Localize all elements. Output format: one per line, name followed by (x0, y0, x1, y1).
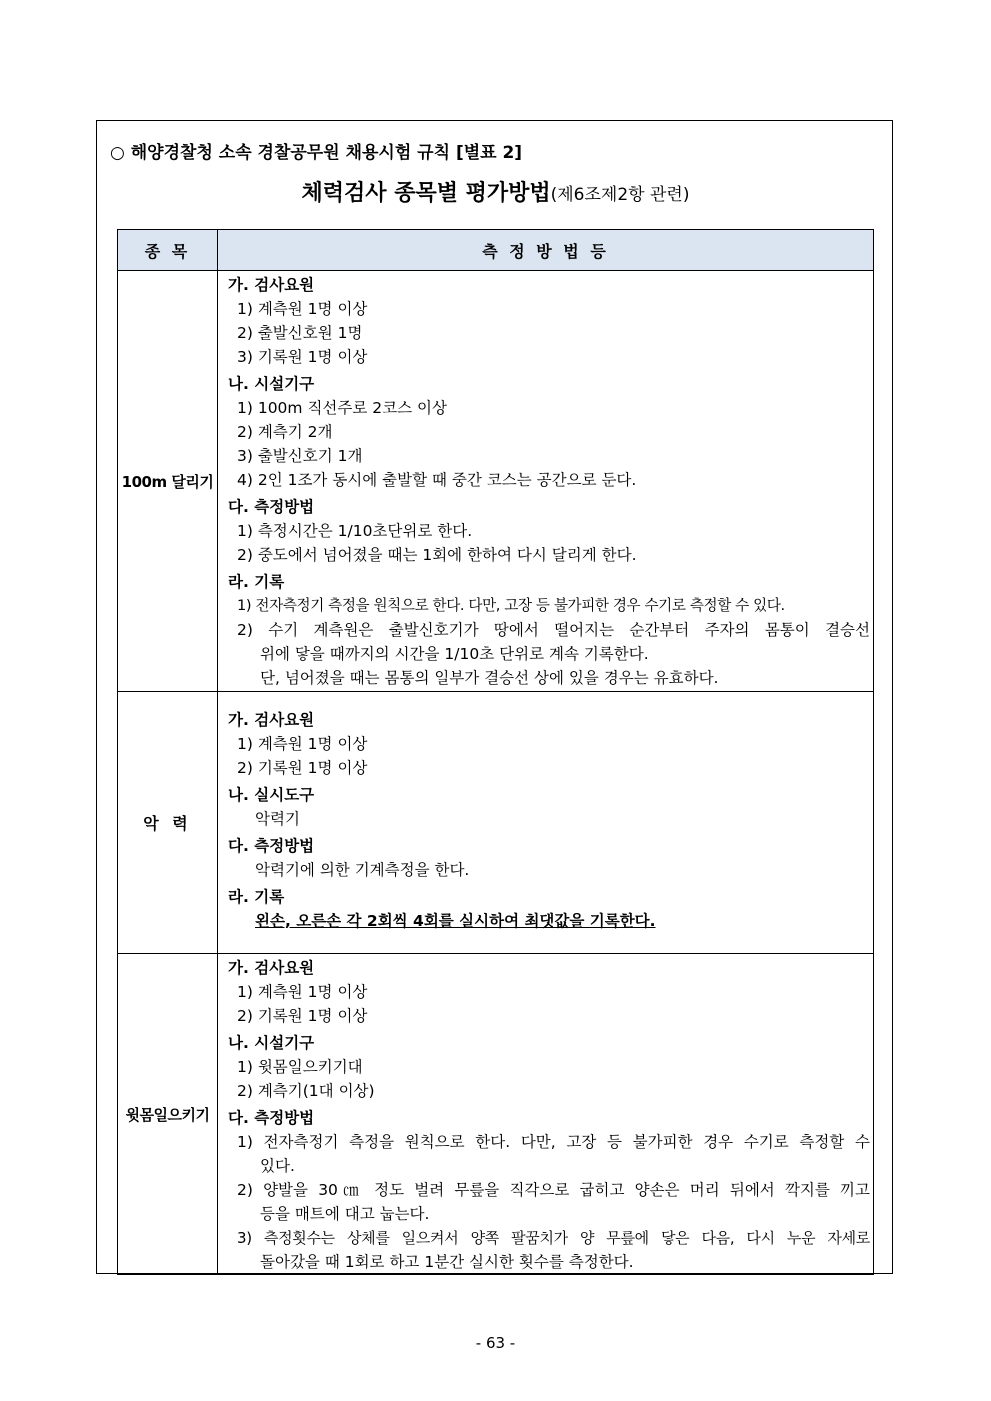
section-title: 라. 기록 (228, 888, 285, 906)
evaluation-table (117, 229, 874, 1275)
list-item: 3) 기록원 1명 이상 (237, 348, 368, 366)
list-item-continuation: 위에 닿을 때까지의 시간을 1/10초 단위로 계속 기록한다. (260, 645, 649, 663)
method-cell (218, 692, 874, 954)
list-item: 1) 계측원 1명 이상 (237, 983, 368, 1001)
list-item: 2) 양발을 30㎝ 정도 벌려 무릎을 직각으로 굽히고 양손은 머리 뒤에서 깍지를 끼고 (237, 1181, 870, 1199)
list-item: 2) 기록원 1명 이상 (237, 759, 368, 777)
list-item: 2) 중도에서 넘어졌을 때는 1회에 한하여 다시 달리게 한다. (237, 546, 637, 564)
list-item: 1) 윗몸일으키기대 (237, 1058, 363, 1076)
section-title: 라. 기록 (228, 573, 285, 591)
section-title: 다. 측정방법 (228, 498, 315, 516)
section-title: 나. 실시도구 (228, 786, 315, 804)
item-cell: 악 력 (118, 692, 218, 954)
list-item-continuation: 돌아갔을 때 1회로 하고 1분간 실시한 횟수를 측정한다. (260, 1253, 634, 1271)
section-title: 가. 검사요원 (228, 276, 315, 294)
list-item: 2) 수기 계측원은 출발신호기가 땅에서 떨어지는 순간부터 주자의 몸통이 결승선 (237, 621, 870, 639)
list-item: 1) 계측원 1명 이상 (237, 735, 368, 753)
record-rule: 왼손, 오른손 각 2회씩 4회를 실시하여 최댓값을 기록한다. (255, 912, 656, 930)
method-cell (218, 954, 874, 1275)
list-item: 1) 전자측정기 측정을 원칙으로 한다. 다만, 고장 등 불가피한 경우 수기로 측정할 수 있다. (237, 597, 785, 614)
column-header-method: 측 정 방 법 등 (218, 230, 874, 271)
table-row (118, 692, 874, 954)
section-title: 다. 측정방법 (228, 1109, 315, 1127)
list-item: 악력기 (255, 810, 300, 828)
list-item: 3) 출발신호기 1개 (237, 447, 363, 465)
list-item: 4) 2인 1조가 동시에 출발할 때 중간 코스는 공간으로 둔다. (237, 471, 637, 489)
table-header-row (118, 230, 874, 271)
section-title: 나. 시설기구 (228, 1034, 315, 1052)
list-item: 1) 100m 직선주로 2코스 이상 (237, 399, 447, 417)
section-title: 나. 시설기구 (228, 375, 315, 393)
method-cell (218, 271, 874, 692)
item-cell: 윗몸일으키기 (118, 954, 218, 1275)
list-item: 1) 전자측정기 측정을 원칙으로 한다. 다만, 고장 등 불가피한 경우 수기로 측정할 수 (237, 1133, 870, 1151)
list-item: 2) 계측기(1대 이상) (237, 1082, 375, 1100)
list-item-continuation: 등을 매트에 대고 눕는다. (260, 1205, 430, 1223)
list-item: 3) 측정횟수는 상체를 일으켜서 양쪽 팔꿈치가 양 무릎에 닿은 다음, 다시 누운 자세로 (237, 1229, 870, 1247)
list-item: 악력기에 의한 기계측정을 한다. (255, 861, 470, 879)
list-item: 1) 측정시간은 1/10초단위로 한다. (237, 522, 473, 540)
page-title (0, 176, 991, 207)
table-row (118, 954, 874, 1275)
list-item: 2) 기록원 1명 이상 (237, 1007, 368, 1025)
list-item: 1) 계측원 1명 이상 (237, 300, 368, 318)
title-main: 체력검사 종목별 평가방법 (301, 181, 551, 206)
list-item-continuation: 있다. (260, 1157, 295, 1175)
column-header-item: 종 목 (118, 230, 218, 271)
title-sub: (제6조제2항 관련) (550, 185, 690, 205)
table-row (118, 271, 874, 692)
list-item: 2) 계측기 2개 (237, 423, 333, 441)
section-title: 가. 검사요원 (228, 711, 315, 729)
item-cell: 100m 달리기 (118, 271, 218, 692)
regulation-title: ○ 해양경찰청 소속 경찰공무원 채용시험 규칙 [별표 2] (110, 143, 523, 163)
page-number: - 63 - (475, 1334, 516, 1352)
section-title: 가. 검사요원 (228, 959, 315, 977)
list-item-continuation: 단, 넘어졌을 때는 몸통의 일부가 결승선 상에 있을 경우는 유효하다. (260, 669, 719, 687)
list-item: 2) 출발신호원 1명 (237, 324, 363, 342)
section-title: 다. 측정방법 (228, 837, 315, 855)
